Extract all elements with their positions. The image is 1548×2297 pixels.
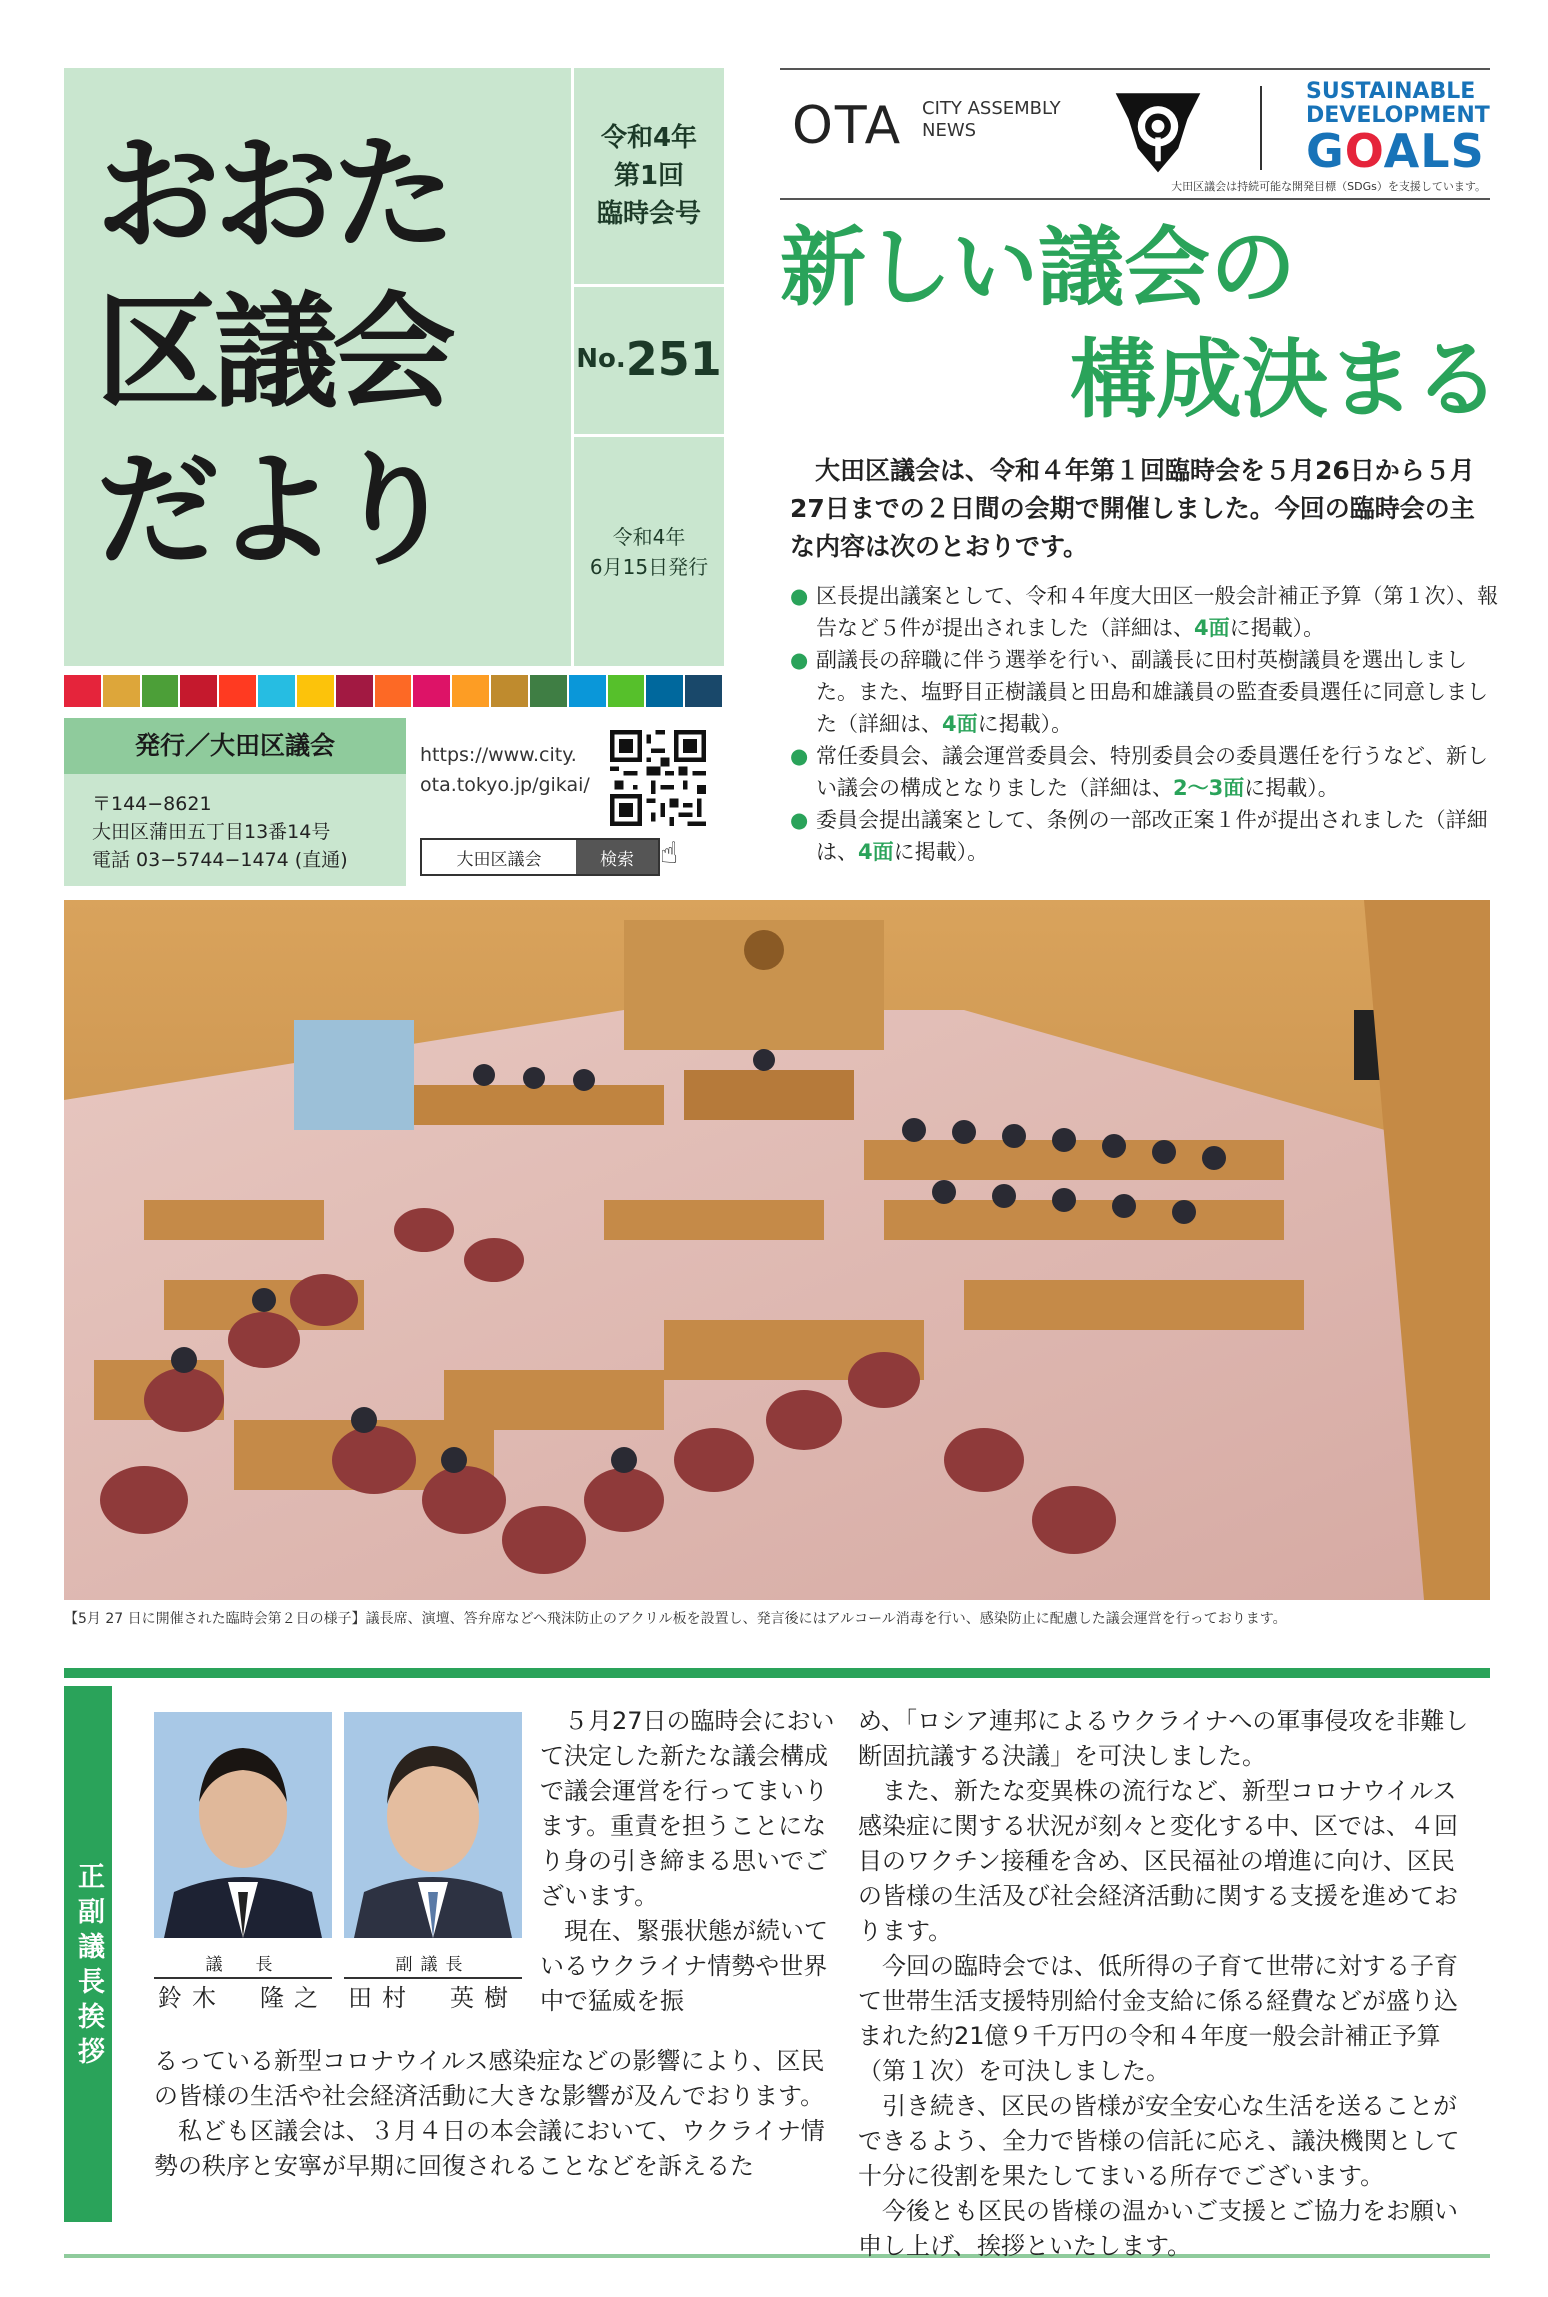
postal-code: 〒144−8621 — [92, 793, 212, 815]
search-box[interactable] — [420, 838, 660, 876]
pointer-hand-icon: ☝ — [660, 836, 679, 871]
sdg-color-swatch — [219, 675, 258, 707]
sdg-color-swatch — [685, 675, 724, 707]
greeting-title — [64, 1686, 112, 2222]
city-assembly-news — [922, 98, 1061, 142]
chair-portrait — [154, 1712, 332, 1938]
greeting-paragraph: るっている新型コロナウイルス感染症などの影響により、区民の皆様の生活や社会経済活動に大きな影響が及んでおります。 — [154, 2047, 825, 2110]
summary-text: に掲載）。 — [1244, 776, 1339, 800]
search-input[interactable]: 大田区議会 — [422, 840, 576, 874]
summary-item — [790, 644, 1500, 740]
sdg-goals-letter: A — [1383, 124, 1421, 178]
lead-paragraph: 大田区議会は、令和４年第１回臨時会を５月26日から５月27日までの２日間の会期で開催しました。今回の臨時会の主な内容は次のとおりです。 — [790, 456, 1475, 561]
sdg-color-bar — [64, 675, 724, 707]
sdg-color-swatch — [180, 675, 219, 707]
sdg-goals — [1306, 124, 1485, 178]
vice-chair-portrait — [344, 1712, 522, 1938]
publisher-address — [92, 790, 348, 874]
greeting-column-2 — [858, 1704, 1478, 2264]
issue-label — [574, 68, 724, 287]
greeting-paragraph: 今後とも区民の皆様の温かいご支援とご協力をお願い申し上げ、挨拶といたします。 — [858, 2197, 1458, 2260]
summary-text: に掲載）。 — [893, 840, 989, 864]
city-assembly-label: CITY ASSEMBLY — [922, 98, 1061, 119]
greeting-paragraph: 私ども区議会は、３月４日の本会議において、ウクライナ情勢の秩序と安寧が早期に回復されることなどを訴えるた — [154, 2117, 825, 2180]
sdg-goals-letter: L — [1420, 124, 1451, 178]
greeting-paragraph: 今回の臨時会では、低所得の子育て世帯に対する子育て世帯生活支援特別給付金支給に係る経費などが盛り込まれた約21億９千万円の令和４年度一般会計補正予算（第１次）を可決しました。 — [858, 1952, 1458, 2085]
title-line-2: 区議会 — [96, 281, 451, 425]
greeting-paragraph: ５月27日の臨時会において決定した新たな議会構成で議会運営を行ってまいります。重責を担うことになり身の引き締まる思いでございます。 — [540, 1707, 835, 1910]
issue-number-value: 251 — [625, 332, 722, 386]
headline-line-1: 新しい議会の — [780, 218, 1296, 318]
qr-code-icon[interactable] — [610, 730, 706, 826]
url-line-1[interactable]: https://www.city. — [420, 744, 577, 766]
title-line-1: おおた — [96, 123, 451, 267]
photo-caption: 【5月 27 日に開催された臨時会第２日の様子】議長席、演壇、答弁席などへ飛沫防止のアクリル板を設置し、発言後にはアルコール消毒を行い、感染防止に配慮した議会運営を行っております。 — [64, 1611, 1287, 1627]
summary-text: 区長提出議案として、令和４年度大田区一般会計補正予算（第１次）、報告など５件が提出されました（詳細は、 — [816, 584, 1499, 640]
sdg-color-swatch — [452, 675, 491, 707]
street-address: 大田区蒲田五丁目13番14号 — [92, 821, 331, 843]
ota-logo: OTA — [792, 96, 903, 156]
masthead — [64, 68, 724, 666]
sdg-color-swatch — [413, 675, 452, 707]
sdg-color-swatch — [64, 675, 103, 707]
sdg-color-swatch — [297, 675, 336, 707]
sdg-color-swatch — [258, 675, 297, 707]
sdg-color-swatch — [569, 675, 608, 707]
publish-date — [574, 437, 724, 666]
chair-role: 議 長 — [154, 1950, 332, 1979]
greeting-paragraph: 引き続き、区民の皆様が安全安心な生活を送ることができるよう、全力で皆様の信託に応え、議決機関として十分に役割を果たしてまいる所存でございます。 — [858, 2092, 1460, 2190]
issue-text: 令和4年 第1回 臨時会号 — [596, 123, 701, 229]
assembly-hall-photo — [64, 900, 1490, 1600]
greeting-column-1-top — [540, 1704, 838, 2019]
newsletter-title — [96, 116, 616, 590]
issue-number — [574, 284, 724, 437]
news-label: NEWS — [922, 120, 977, 141]
sdg-color-swatch — [608, 675, 647, 707]
website-url[interactable] — [420, 740, 590, 800]
greeting-title-text: 正副議長挨拶 — [73, 1862, 104, 2072]
page-reference: 4面 — [858, 840, 894, 864]
page-reference: 4面 — [942, 712, 978, 736]
sdg-color-swatch — [491, 675, 530, 707]
vice-chair-name: 田村 英樹 — [348, 1984, 518, 2012]
summary-text: 副議長の辞職に伴う選挙を行い、副議長に田村英樹議員を選出しました。また、塩野目正樹議員と田島和雄議員の監査委員選任に同意しました（詳細は、 — [816, 648, 1488, 736]
summary-list — [790, 580, 1500, 868]
header-divider — [1260, 86, 1262, 170]
sdg-color-swatch — [375, 675, 414, 707]
page-reference: 2〜3面 — [1173, 776, 1245, 800]
publisher-heading: 発行／大田区議会 — [64, 718, 406, 774]
summary-item — [790, 580, 1500, 644]
sdg-goals-letter: S — [1450, 124, 1485, 178]
sdg-color-swatch — [103, 675, 142, 707]
greeting-paragraph: また、新たな変異株の流行など、新型コロナウイルス感染症に関する状況が刻々と変化する中、区では、４回目のワクチン接種を含め、区民福祉の増進に向け、区民の皆様の生活及び社会経済活動に関する支援を進めております。 — [858, 1777, 1458, 1945]
sdg-color-swatch — [142, 675, 181, 707]
publish-date-text: 令和4年 6月15日発行 — [589, 524, 709, 579]
summary-text: 委員会提出議案として、条例の一部改正案１件が提出されました（詳細は、 — [816, 808, 1488, 864]
chair-name: 鈴木 隆之 — [158, 1984, 328, 2012]
issue-number-label: No. — [576, 344, 626, 374]
summary-item — [790, 804, 1500, 868]
publisher-info — [64, 718, 406, 886]
sdg-support-note: 大田区議会は持続可能な開発目標（SDGs）を支援しています。 — [1171, 180, 1486, 193]
page-reference: 4面 — [1194, 616, 1230, 640]
headline-line-2: 構成決まる — [1070, 330, 1500, 430]
sdg-goals-letter: O — [1344, 124, 1384, 178]
newsletter-header — [780, 68, 1490, 200]
sdg-sustainable: SUSTAINABLE — [1306, 79, 1476, 104]
publisher-box — [64, 718, 724, 886]
greeting-column-1-bottom — [154, 2044, 838, 2184]
sdg-color-swatch — [336, 675, 375, 707]
sdg-color-swatch — [646, 675, 685, 707]
phone-number: 電話 03−5744−1474 (直通) — [92, 849, 348, 871]
issue-info — [571, 68, 724, 666]
summary-text: 常任委員会、議会運営委員会、特別委員会の委員選任を行うなど、新しい議会の構成となりました（詳細は、 — [816, 744, 1488, 800]
greeting-section — [64, 1668, 1490, 2258]
ota-city-emblem-icon — [1112, 84, 1204, 176]
search-button[interactable]: 検索 — [576, 840, 658, 874]
title-line-3: だより — [96, 439, 451, 583]
summary-item — [790, 740, 1500, 804]
vice-chair-role: 副議長 — [344, 1950, 522, 1979]
greeting-paragraph: 現在、緊張状態が続いているウクライナ情勢や世界中で猛威を振 — [540, 1917, 828, 2015]
sdg-logo-text — [1306, 80, 1490, 128]
sdg-color-swatch — [530, 675, 569, 707]
sdg-goals-letter: G — [1306, 124, 1345, 178]
greeting-paragraph: め、「ロシア連邦によるウクライナへの軍事侵攻を非難し断固抗議する決議」を可決しました。 — [858, 1707, 1469, 1770]
summary-text: に掲載）。 — [1229, 616, 1325, 640]
sdg-development: DEVELOPMENT — [1306, 103, 1490, 128]
summary-text: に掲載）。 — [977, 712, 1073, 736]
url-line-2[interactable]: ota.tokyo.jp/gikai/ — [420, 774, 590, 796]
